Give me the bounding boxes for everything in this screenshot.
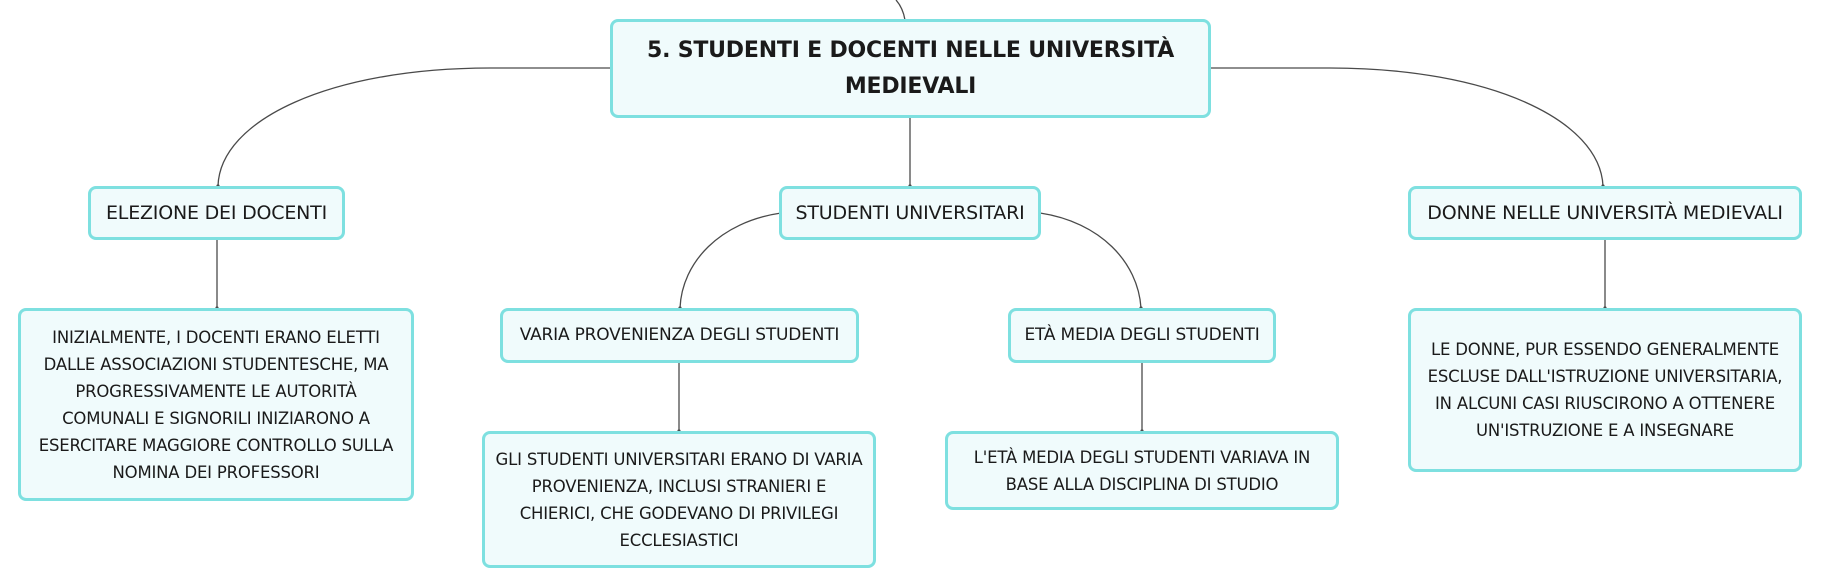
connector-root-to-elezione [218,68,610,186]
connector-studenti-to-varia [680,213,781,308]
detail-donne-universita-text: LE DONNE, PUR ESSENDO GENERALMENTE ESCLUSE DALL'ISTRUZIONE UNIVERSITARIA, IN ALCUNI CASI RIUSCIRONO A OTTENERE UN'ISTRUZIONE E A INSEGNARE [1427,340,1783,440]
detail-elezione-docenti-text: INIZIALMENTE, I DOCENTI ERANO ELETTI DALLE ASSOCIAZIONI STUDENTESCHE, MA PROGRESSIVAMENTE LE AUTORITÀ COMUNALI E SIGNORILI INIZIARONO A ESERCITARE MAGGIORE CONTROLLO SULLA NOMINA DEI PROFESSORI [38,327,394,482]
topic-elezione-docenti-label: ELEZIONE DEI DOCENTI [106,201,327,224]
subtopic-eta-media-label: ETÀ MEDIA DEGLI STUDENTI [1024,325,1260,345]
subtopic-eta-media[interactable] [1008,308,1276,363]
topic-studenti-universitari[interactable] [779,186,1041,240]
detail-donne-universita[interactable] [1408,308,1802,472]
topic-donne-universita-label: DONNE NELLE UNIVERSITÀ MEDIEVALI [1427,201,1783,224]
detail-varia-provenienza-text: GLI STUDENTI UNIVERSITARI ERANO DI VARIA PROVENIENZA, INCLUSI STRANIERI E CHIERICI, CHE GODEVANO DI PRIVILEGI ECCLESIASTICI [495,449,863,550]
detail-elezione-docenti[interactable] [18,308,414,501]
connector-root-to-donne [1211,68,1603,186]
detail-varia-provenienza[interactable] [482,431,876,568]
topic-studenti-universitari-label: STUDENTI UNIVERSITARI [795,201,1025,224]
subtopic-varia-provenienza[interactable] [500,308,859,363]
topic-donne-universita[interactable] [1408,186,1802,240]
root-topic-label: 5. STUDENTI E DOCENTI NELLE UNIVERSITÀ MEDIEVALI [646,37,1175,99]
connector-studenti-to-eta [1040,213,1141,308]
subtopic-varia-provenienza-label: VARIA PROVENIENZA DEGLI STUDENTI [519,325,840,345]
root-topic-node[interactable] [610,19,1211,118]
detail-eta-media-text: L'ETÀ MEDIA DEGLI STUDENTI VARIAVA IN BASE ALLA DISCIPLINA DI STUDIO [973,447,1311,494]
connector-root-parent [896,0,905,20]
topic-elezione-docenti[interactable] [88,186,345,240]
detail-eta-media[interactable] [945,431,1339,510]
